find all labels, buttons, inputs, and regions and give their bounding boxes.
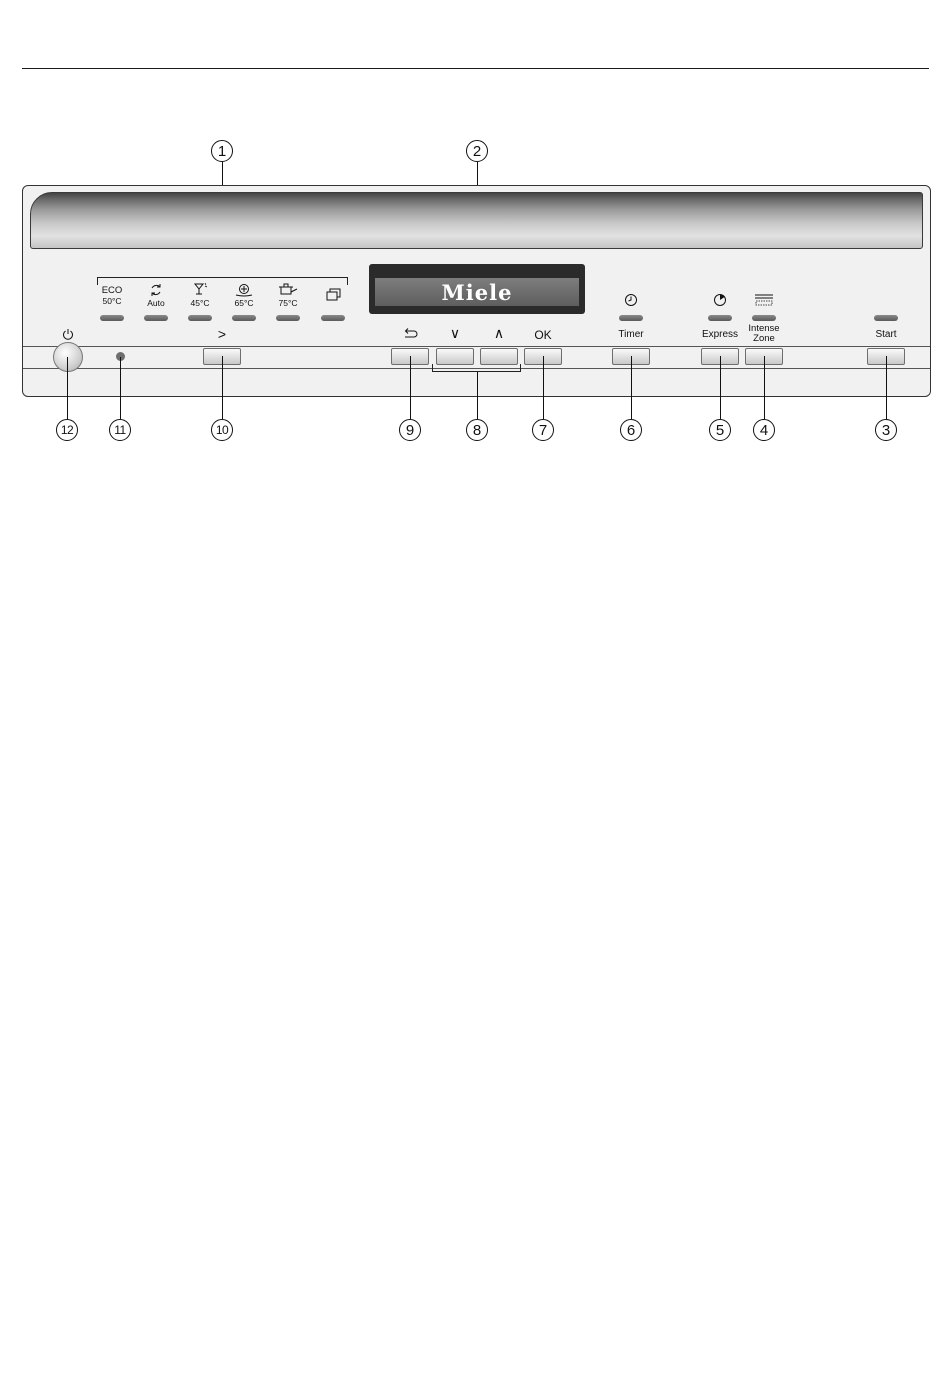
more-programs-icon <box>326 288 342 302</box>
led-express <box>708 315 732 321</box>
callout-12-leader <box>67 357 68 419</box>
down-button[interactable] <box>436 348 474 365</box>
power-icon <box>62 328 74 340</box>
callout-9-leader <box>410 356 411 419</box>
program-auto-label: Auto <box>147 298 165 308</box>
led-glass <box>188 315 212 321</box>
callout-8-leader <box>477 372 478 419</box>
intense-zone-button-label: Intense Zone <box>748 323 780 344</box>
up-button-label: ∧ <box>493 325 505 341</box>
arrow-buttons-bracket <box>432 364 521 372</box>
callout-10: 10 <box>211 419 233 441</box>
callout-11-leader <box>120 357 121 419</box>
callout-3: 3 <box>875 419 897 441</box>
callout-7-leader <box>543 356 544 419</box>
callout-12: 12 <box>56 419 78 441</box>
callout-3-leader <box>886 356 887 419</box>
express-button-label: Express <box>701 329 739 340</box>
led-start <box>874 315 898 321</box>
callout-9: 9 <box>399 419 421 441</box>
pot-icon <box>278 283 298 297</box>
button-rail-top <box>23 346 930 347</box>
intense-zone-icon <box>754 293 774 307</box>
program-glass-temp: 45°C <box>190 298 210 308</box>
auto-icon <box>149 283 163 297</box>
callout-6-leader <box>631 356 632 419</box>
miele-logo: Miele <box>441 279 513 305</box>
up-button[interactable] <box>480 348 518 365</box>
program-eco-temp: 50°C <box>102 296 122 306</box>
program-eco <box>90 285 134 307</box>
timer-button-label: Timer <box>618 329 644 340</box>
led-more-programs <box>321 315 345 321</box>
top-rule <box>22 68 929 69</box>
callout-8: 8 <box>466 419 488 441</box>
timer-clock-icon <box>624 293 638 307</box>
callout-6: 6 <box>620 419 642 441</box>
power-button[interactable] <box>53 342 83 372</box>
display <box>375 278 579 306</box>
led-eco <box>100 315 124 321</box>
down-button-label: ∨ <box>449 325 461 341</box>
express-icon <box>713 293 727 307</box>
glass-icon <box>193 282 209 297</box>
callout-10-leader <box>222 356 223 419</box>
led-auto <box>144 315 168 321</box>
callout-4: 4 <box>753 419 775 441</box>
led-timer <box>619 315 643 321</box>
led-plate <box>232 315 256 321</box>
program-eco-label: ECO <box>101 285 123 296</box>
callout-11: 11 <box>109 419 131 441</box>
plate-icon <box>235 283 253 297</box>
callout-2: 2 <box>466 140 488 162</box>
door-handle <box>30 192 923 249</box>
start-button-label: Start <box>875 329 897 340</box>
ok-button-label: OK <box>534 328 552 342</box>
led-intense-zone <box>752 315 776 321</box>
callout-7: 7 <box>532 419 554 441</box>
next-button-label: > <box>217 326 227 342</box>
callout-5-leader <box>720 356 721 419</box>
program-plate-temp: 65°C <box>234 298 254 308</box>
callout-5: 5 <box>709 419 731 441</box>
back-arrow-icon <box>402 328 418 340</box>
callout-1: 1 <box>211 140 233 162</box>
program-pot-temp: 75°C <box>278 298 298 308</box>
program-bracket <box>97 277 348 285</box>
callout-4-leader <box>764 356 765 419</box>
led-pot <box>276 315 300 321</box>
